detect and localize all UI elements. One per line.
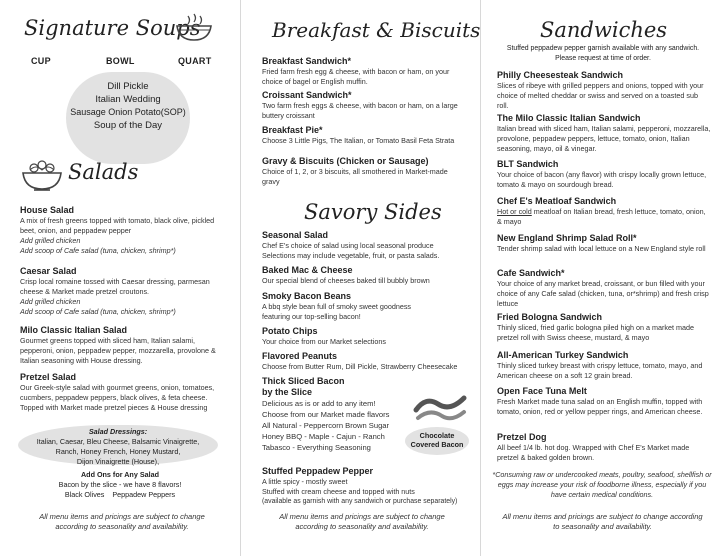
soup-item: Italian Wedding <box>95 94 161 105</box>
breakfast-item <box>262 125 472 146</box>
salad-desc: Our Greek-style salad with gourmet greens, onion, tomatoes, cucmbers, peppadew peppers, black olives, & feta cheese. Topped with Market made pretzel pieces & House dressing <box>20 383 215 412</box>
choc-label-line: Chocolate <box>419 431 455 440</box>
sandwich-item <box>497 113 712 154</box>
breakfast-item <box>262 156 462 187</box>
breakfast-name: Breakfast Sandwich* <box>262 56 352 66</box>
soup-item: Dill Pickle <box>107 81 149 92</box>
salad-name: Milo Classic Italian Salad <box>20 325 128 335</box>
sandwich-desc-underlined: Hot or cold <box>497 207 532 216</box>
breakfast-heading: Breakfast & Biscuits <box>272 18 481 42</box>
sandwich-name: Fried Bologna Sandwich <box>497 312 603 322</box>
breakfast-desc: Fried farm fresh egg & cheese, with bacon or ham, on your choice of bagel or English muffin. <box>262 67 450 86</box>
salad-add-scoop: Add scoop of Cafe salad (tuna, chicken, shrimp*) <box>20 246 176 255</box>
salad-item <box>20 325 230 366</box>
salad-name: Caesar Salad <box>20 266 77 276</box>
sandwich-name: Chef E's Meatloaf Sandwich <box>497 196 617 206</box>
salad-desc: Crisp local romaine tossed with Caesar dressing, parmesan cheese & Market made pretzel croutons. <box>20 277 210 296</box>
thick-bacon-line: Choose from our Market made flavors <box>262 410 390 419</box>
side-desc: Chef E's choice of salad using local seasonal produce Selections may include vegetable, fruit, or pasta salads. <box>262 241 440 260</box>
sandwich-item <box>497 70 709 111</box>
sandwich-name: The Milo Classic Italian Sandwich <box>497 113 641 123</box>
salad-bowl-icon <box>20 156 64 196</box>
footer-note: All menu items and pricings are subject to change according to seasonality and availability. <box>279 512 445 531</box>
sandwich-desc: All beef 1/4 lb. hot dog. Wrapped with Chef E's Market made pretzel & baked golden brown. <box>497 443 690 462</box>
sandwich-desc: Your choice of bacon (any flavor) with crispy locally grown lettuce, tomato & mayo on sourdough bread. <box>497 170 707 189</box>
side-name: Potato Chips <box>262 326 318 336</box>
sandwich-item <box>497 196 709 227</box>
thick-bacon <box>262 376 412 453</box>
side-name: Flavored Peanuts <box>262 351 338 361</box>
breakfast-desc: Choose 3 Little Pigs, The Italian, or Tomato Basil Feta Strata <box>262 136 455 145</box>
footer-note: All menu items and pricings are subject to change according to seasonality and availability. <box>502 512 703 531</box>
salad-add-chicken: Add grilled chicken <box>20 297 81 306</box>
sandwich-desc: Slices of ribeye with grilled peppers and onions, topped with your choice of melted cheddar or swiss and served on a toasted sub roll. <box>497 81 704 110</box>
thick-bacon-line: Delicious as is or add to any item! <box>262 399 376 408</box>
sandwich-desc-rest: meatloaf on Italian bread, fresh lettuce, tomato, onion, & mayo <box>497 207 706 226</box>
stuffed-pepper <box>262 466 477 507</box>
sandwich-name: New England Shrimp Salad Roll* <box>497 233 637 243</box>
sandwich-desc: Italian bread with sliced ham, Italian salami, pepperoni, mozzarella, provolone, peppadew peppers, lettuce, tomato, onion, Italian seasoning, mayo, oil & vinegar. <box>497 124 711 153</box>
side-desc: Your choice from our Market selections <box>262 337 386 346</box>
sandwich-name: BLT Sandwich <box>497 159 559 169</box>
side-item <box>262 326 467 347</box>
bacon-strips-icon <box>412 388 468 426</box>
sandwich-subtitle <box>492 44 714 64</box>
dressing-line: Ranch, Honey French, Honey Mustard, <box>55 447 181 456</box>
soups-heading: Signature Soups <box>24 16 201 40</box>
sandwich-item <box>497 312 712 343</box>
size-cup: CUP <box>31 56 51 66</box>
side-item <box>262 351 472 372</box>
sandwich-name: Cafe Sandwich* <box>497 268 565 278</box>
side-desc: Choose from Butter Rum, Dill Pickle, Strawberry Cheesecake <box>262 362 458 371</box>
size-quart: QUART <box>178 56 212 66</box>
sandwich-desc: Your choice of any market bread, croissant, or bun filled with your choice of any Cafe salad (chicken, tuna, or*shrimp) and fresh crisp lettuce <box>497 279 709 308</box>
sandwich-name: Pretzel Dog <box>497 432 547 442</box>
side-name: Seasonal Salad <box>262 230 329 240</box>
side-item <box>262 291 412 322</box>
side-name: Smoky Bacon Beans <box>262 291 352 301</box>
salad-item <box>20 205 230 256</box>
addons-line: Bacon by the slice - we have 8 flavors! <box>58 480 182 489</box>
sandwich-name: Open Face Tuna Melt <box>497 386 587 396</box>
side-name: Baked Mac & Cheese <box>262 265 353 275</box>
sandwich-subtitle-line: Please request at time of order. <box>555 55 651 62</box>
sandwich-subtitle-line: Stuffed peppadew pepper garnish available with any sandwich. <box>506 45 700 52</box>
sandwich-name: Philly Cheesesteak Sandwich <box>497 70 624 80</box>
soup-list <box>66 72 190 164</box>
chocolate-bacon-label <box>405 431 469 449</box>
soup-item: Soup of the Day <box>93 120 163 131</box>
sandwich-item <box>497 159 709 190</box>
sandwich-desc: Fresh Market made tuna salad on an English muffin, topped with tomato, onion, red or yellow pepper rings, and American cheese. <box>497 397 703 416</box>
breakfast-name: Croissant Sandwich* <box>262 90 352 100</box>
addons-line: Black Olives Peppadew Peppers <box>64 490 176 499</box>
salad-desc: Gourmet greens topped with sliced ham, Italian salami, pepperoni, onion, peppadew pepper, mozzarella, provolone & Italian seasoning with House dressing. <box>20 336 216 365</box>
thick-bacon-subtitle: by the Slice <box>262 387 313 397</box>
salad-dressings <box>18 425 218 465</box>
stuffed-pepper-line: Stuffed with cream cheese and topped with nuts <box>262 487 415 496</box>
sandwiches-heading: Sandwiches <box>540 18 668 42</box>
breakfast-name: Gravy & Biscuits (Chicken or Sausage) <box>262 156 429 166</box>
soup-item: Sausage Onion Potato(SOP) <box>70 107 186 117</box>
salad-desc: A mix of fresh greens topped with tomato, black olive, pickled beet, onion, and peppadew pepper <box>20 216 215 235</box>
dressing-line: Dijon Vinaigrette (House), <box>76 457 160 466</box>
sandwich-desc: Thinly sliced, fried garlic bologna piled high on a market made pretzel roll with Swiss cheese, mustard, & mayo <box>497 323 694 342</box>
footer-note: All menu items and pricings are subject to change according to seasonality and availability. <box>39 512 205 531</box>
sandwich-desc: Tender shrimp salad with local lettuce on a New England style roll <box>497 244 706 253</box>
side-item <box>262 265 467 286</box>
thick-bacon-line: All Natural - Peppercorn Brown Sugar <box>262 421 390 430</box>
addons-title: Add Ons for Any Salad <box>80 470 159 479</box>
sandwich-desc: Thinly sliced turkey breast with crispy lettuce, tomato, mayo, and American cheese on a soft 12 grain bread. <box>497 361 703 380</box>
sandwich-name: All-American Turkey Sandwich <box>497 350 629 360</box>
salad-addons <box>30 470 210 500</box>
salad-item <box>20 266 230 317</box>
breakfast-desc: Two farm fresh eggs & cheese, with bacon or ham, on a large buttery croissant <box>262 101 458 120</box>
dressing-line: Italian, Caesar, Bleu Cheese, Balsamic Vinaigrette, <box>36 437 200 446</box>
sandwich-item <box>497 233 709 254</box>
stuffed-pepper-line: (available as garnish with any sandwich or purchase separately) <box>262 498 458 505</box>
consumption-warning: *Consuming raw or undercooked meats, poultry, seafood, shellfish or eggs may increase your risk of foodborne illness, especially if you have certain medical conditions. <box>492 470 712 499</box>
salad-item <box>20 372 230 413</box>
sandwich-desc <box>497 207 709 227</box>
soup-bowl-icon <box>174 12 214 44</box>
size-bowl: BOWL <box>106 56 135 66</box>
stuffed-pepper-line: A little spicy - mostly sweet <box>262 477 348 486</box>
breakfast-name: Breakfast Pie* <box>262 125 323 135</box>
salad-add-scoop: Add scoop of Cafe salad (tuna, chicken, shrimp*) <box>20 307 176 316</box>
breakfast-item <box>262 56 462 87</box>
thick-bacon-line: Tabasco - Everything Seasoning <box>262 443 371 452</box>
salad-add-chicken: Add grilled chicken <box>20 236 81 245</box>
side-desc: A bbq style bean full of smoky sweet goodness featuring our top-selling bacon! <box>262 302 412 321</box>
sandwich-item <box>497 432 712 463</box>
side-desc: Our special blend of cheeses baked till bubbly brown <box>262 276 430 285</box>
sandwich-item <box>497 268 709 309</box>
choc-label-line: Covered Bacon <box>410 440 464 449</box>
thick-bacon-line: Honey BBQ - Maple - Cajun - Ranch <box>262 432 385 441</box>
thick-bacon-title: Thick Sliced Bacon <box>262 376 345 386</box>
savory-sides-heading: Savory Sides <box>304 200 442 224</box>
salad-name: Pretzel Salad <box>20 372 77 382</box>
sandwich-item <box>497 386 712 417</box>
sandwich-item <box>497 350 712 381</box>
dressings-title: Salad Dressings: <box>88 427 148 436</box>
salads-heading: Salads <box>68 160 139 184</box>
breakfast-desc: Choice of 1, 2, or 3 biscuits, all smothered in Market-made gravy <box>262 167 448 186</box>
breakfast-item <box>262 90 462 121</box>
salad-name: House Salad <box>20 205 75 215</box>
side-item <box>262 230 467 261</box>
stuffed-pepper-name: Stuffed Peppadew Pepper <box>262 466 374 476</box>
